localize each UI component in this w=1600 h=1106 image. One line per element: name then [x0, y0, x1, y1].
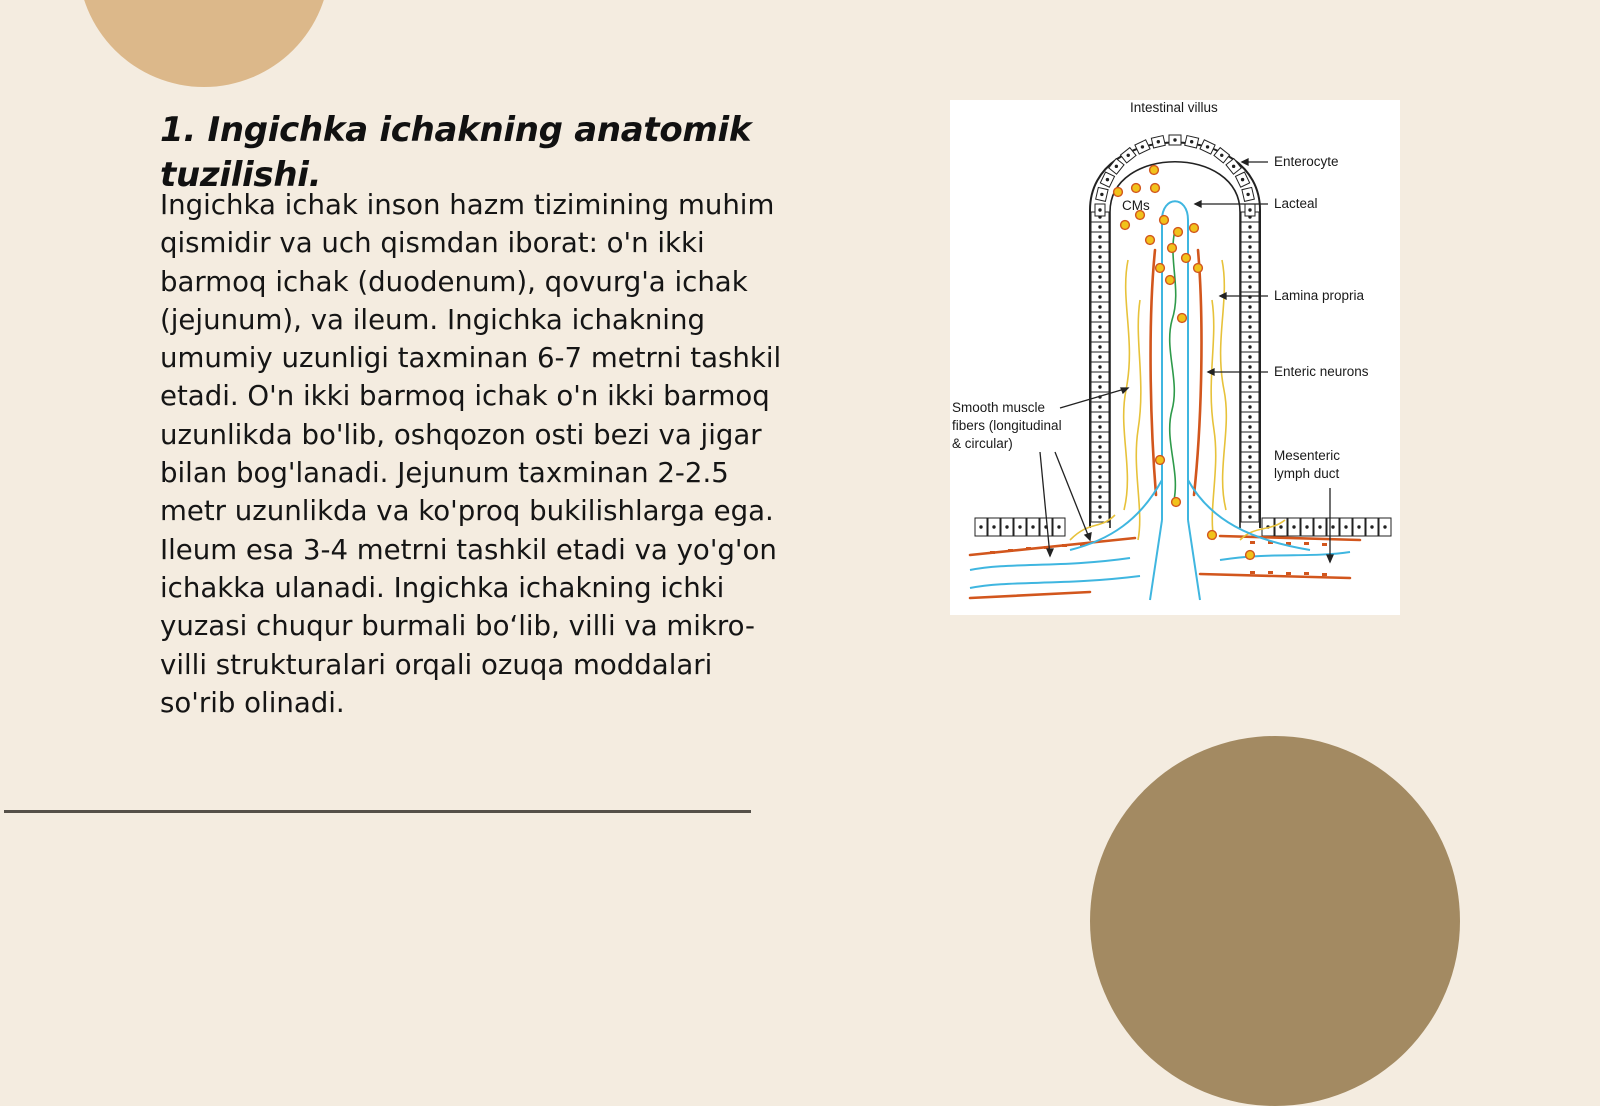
label-mesenteric-1: Mesenteric [1274, 448, 1341, 463]
label-enteric-neurons: Enteric neurons [1274, 364, 1369, 379]
decorative-circle-top [78, 0, 330, 87]
label-smooth-muscle-1: Smooth muscle [952, 400, 1046, 415]
label-lacteal: Lacteal [1274, 196, 1318, 211]
figure-title: Intestinal villus [1130, 100, 1218, 115]
label-smooth-muscle-3: & circular) [952, 436, 1013, 451]
label-smooth-muscle-2: fibers (longitudinal [952, 418, 1062, 433]
slide-body-text: Ingichka ichak inson hazm tizimining muhim qismidir va uch qismdan iborat: o'n ikki barmoq ichak (duodenum), qovurg'a ichak (jejunum), va ileum. Ingichka ichakning umumiy uzunligi taxminan 6-7 metrni tashkil etadi. O'n ikki barmoq ichak o'n ikki barmoq uzunlikda bo'lib, oshqozon osti bezi va jigar bilan bog'lanadi. Jejunum taxminan 2-2.5 metr uzunlikda va ko'proq bukilishlarga ega. Ileum esa 3-4 metrni tashkil etadi va yo'g'on ichakka ulanadi. Ingichka ichakning ichki yuzasi chuqur burmali bo‘lib, villi va mikro- villi strukturalari orqali ozuqa moddalari so'rib olinadi. [160, 188, 782, 719]
slide-title: 1. Ingichka ichakning anatomik tuzilishi. [160, 110, 752, 195]
label-mesenteric-2: lymph duct [1274, 466, 1340, 481]
label-lamina-propria: Lamina propria [1274, 288, 1365, 303]
divider-line [4, 810, 751, 813]
label-arrows [1040, 159, 1333, 562]
chylomicrons [1114, 166, 1255, 560]
villus-diagram [950, 100, 1400, 615]
enteric-nerve-chain [1170, 230, 1176, 500]
label-enterocyte: Enterocyte [1274, 154, 1339, 169]
decorative-circle-bottom [1090, 736, 1460, 1106]
base-epithelium [975, 518, 1391, 536]
label-cms: CMs [1122, 198, 1150, 213]
intestinal-villus-figure [950, 100, 1400, 615]
